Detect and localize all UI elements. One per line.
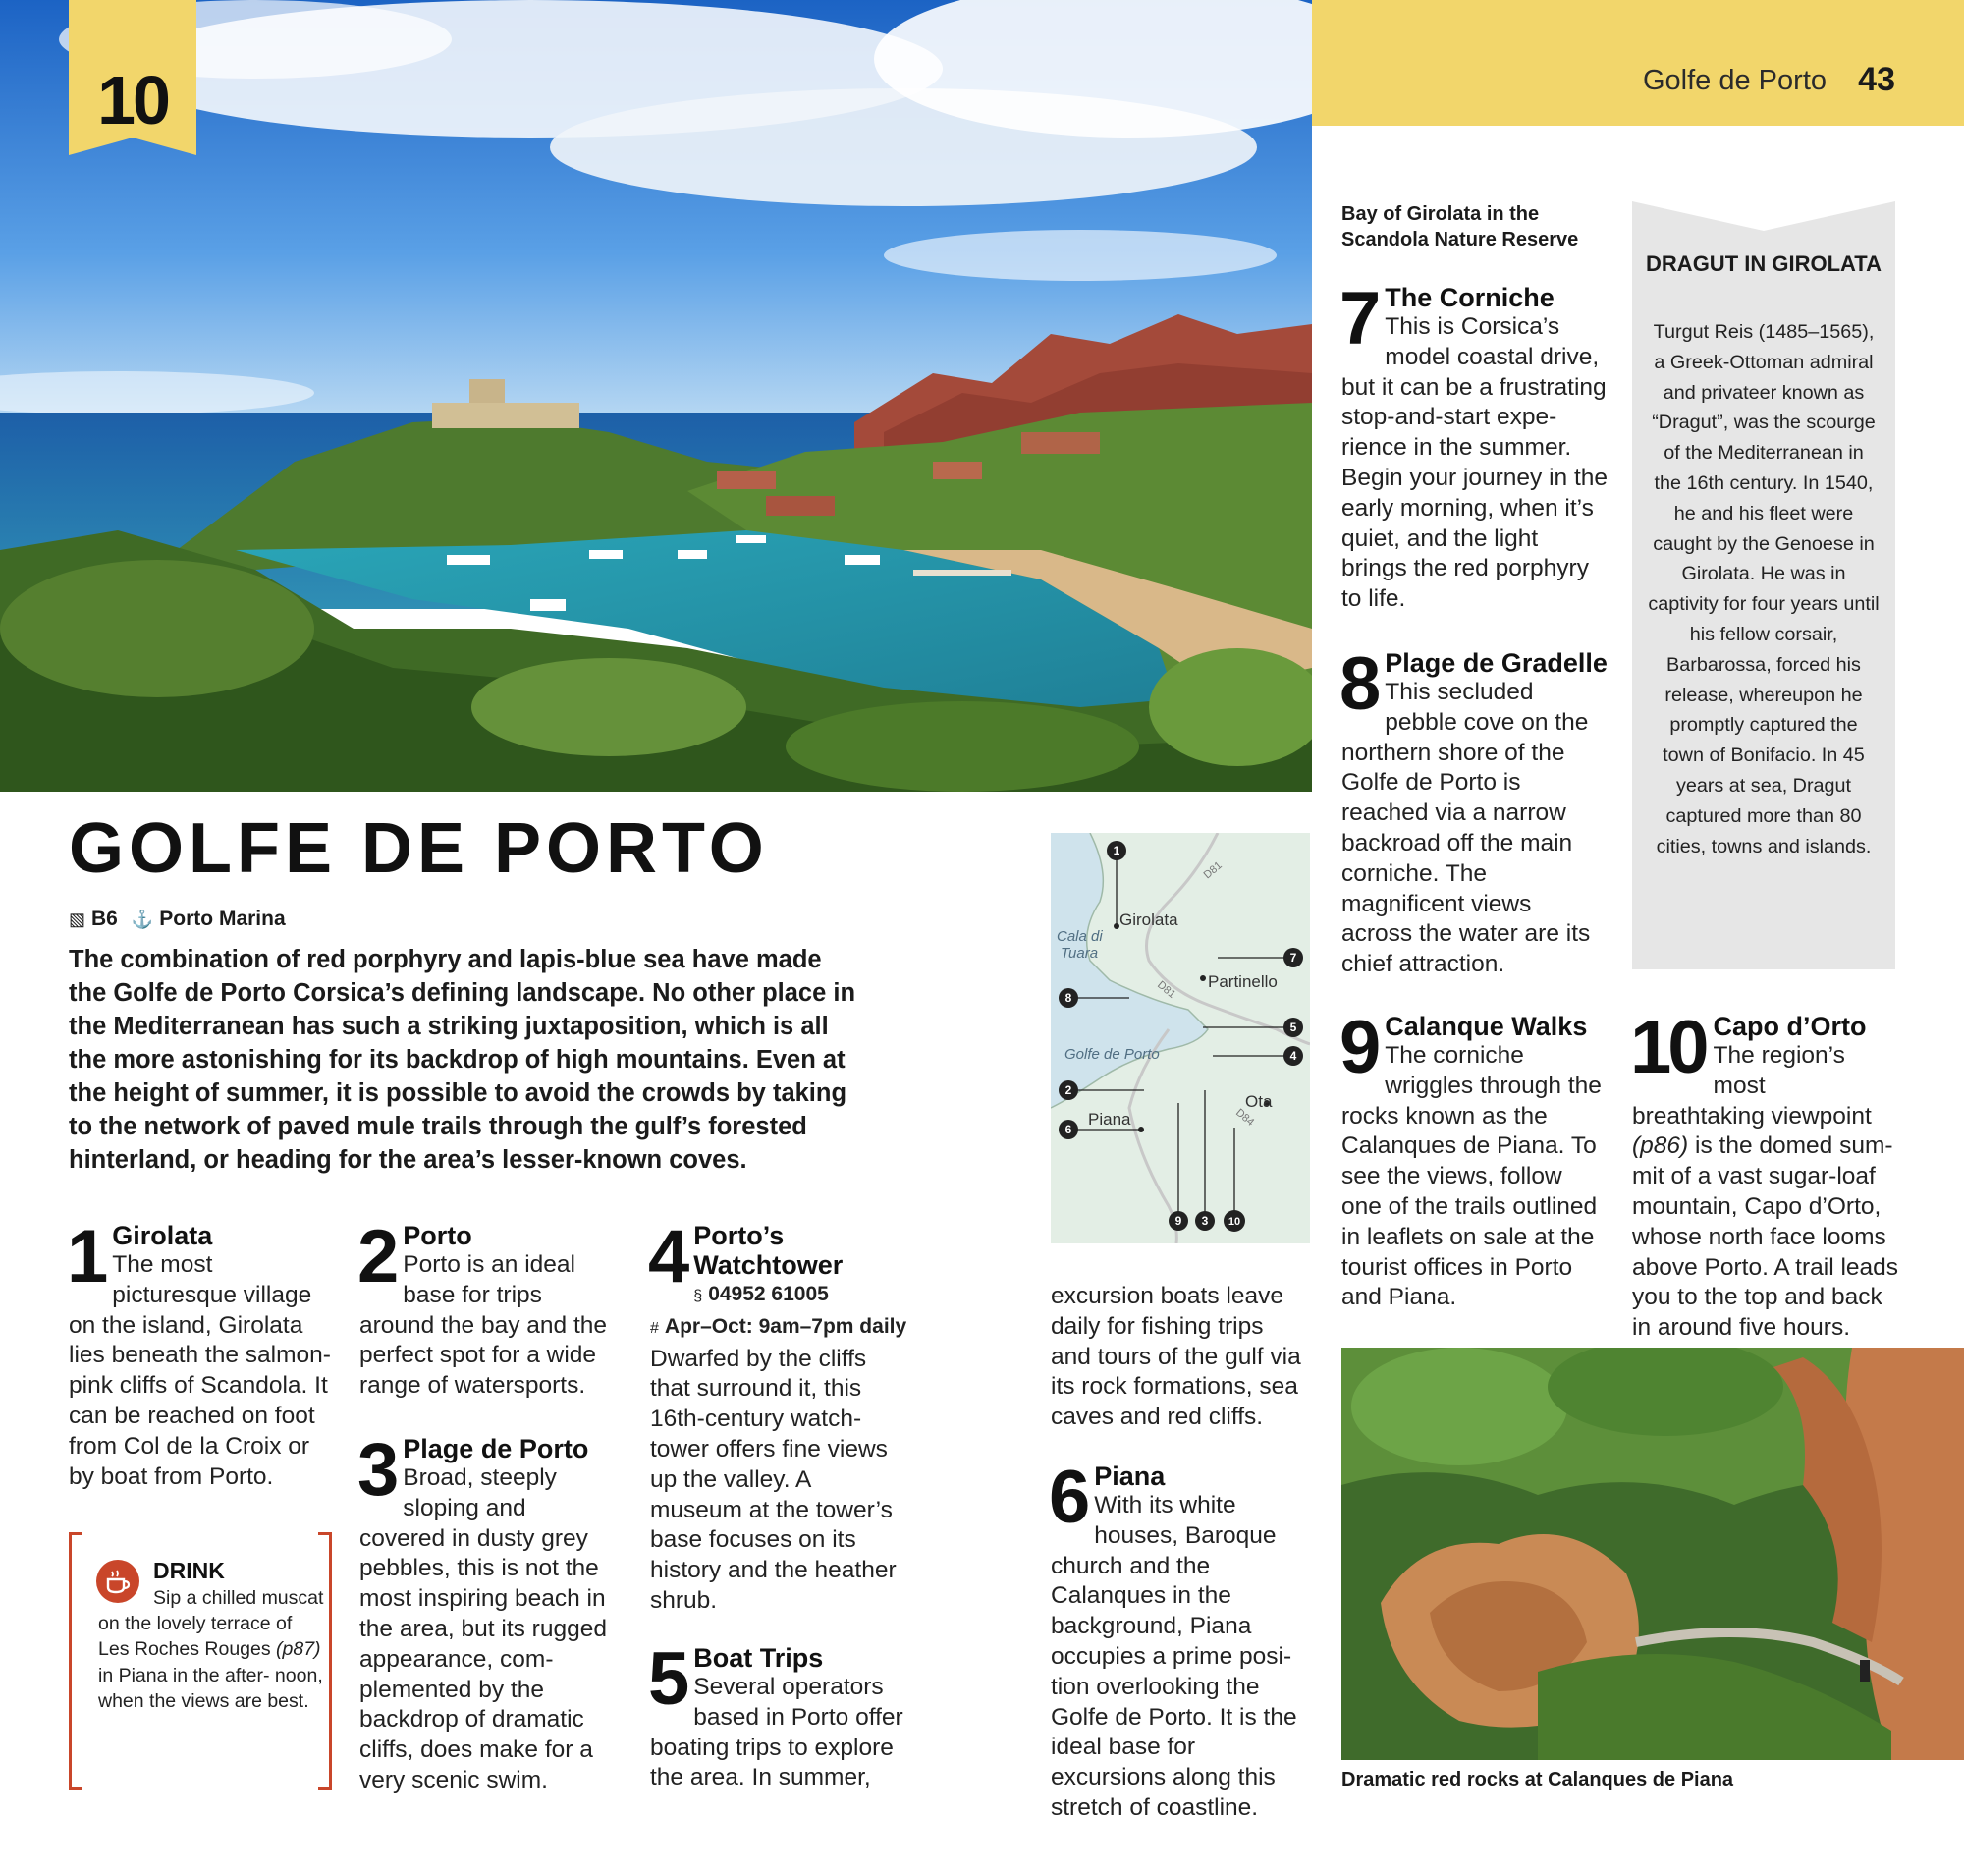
header-band <box>1312 0 1964 126</box>
drink-box <box>69 1532 332 1790</box>
item-title: Porto’s Watchtower <box>693 1221 844 1280</box>
svg-text:1: 1 <box>1113 844 1120 857</box>
map-marker-6 <box>1059 1120 1078 1139</box>
svg-text:3: 3 <box>1201 1214 1209 1228</box>
drink-text-a: Sip a chilled muscat on the lovely terrace of Les Roches Rouges <box>98 1587 324 1661</box>
map-marker-10 <box>1224 1210 1245 1232</box>
item-number: 1 <box>67 1215 105 1298</box>
drink-text-b: in Piana in the after- noon, when the views are best. <box>98 1664 323 1712</box>
map-label-ota: Ota <box>1245 1092 1273 1111</box>
top-ten-number: 10 <box>97 62 168 138</box>
map-marker-1 <box>1107 841 1126 860</box>
item-text: Broad, steeply sloping and covered in dusty grey pebbles, this is not the most inspiring beach in the area, but its rugged appearance, com-plemented by the backdrop of dramatic cliffs, does make for a very scenic swim. <box>359 1464 607 1793</box>
item-2-porto <box>357 1215 617 1402</box>
svg-text:4: 4 <box>1289 1049 1297 1063</box>
item-number: 10 <box>1630 1006 1706 1089</box>
intro-paragraph: The combination of red porphyry and lapis-blue sea have made the Golfe de Porto Corsica’s defining landscape. No other place in the Mediterranean has such a striking juxtaposition, which is all the more astonishing for its backdrop of high mountains. Even at the height of summer, it is possible to avoid the crowds by taking to the network of paved mule trails through the gulf’s forested hinterland, or heading for the area’s lesser-known coves. <box>69 946 856 1174</box>
item-title: Porto <box>403 1221 472 1250</box>
item-text-b: is the domed sum-mit of a vast sugar-loaf mountain, Capo d’Orto, whose north face looms above Porto. A trail leads you to the top and back in around five hours. <box>1632 1132 1899 1342</box>
photo-calanques-de-piana <box>1341 1348 1964 1760</box>
item-page-ref: (p86) <box>1632 1132 1689 1160</box>
phone-line <box>650 1280 907 1312</box>
item-number: 9 <box>1339 1006 1378 1089</box>
phone-icon: § <box>693 1288 703 1304</box>
hours-line <box>650 1312 907 1345</box>
hero-photo-girolata-bay <box>0 0 1312 792</box>
svg-text:9: 9 <box>1174 1214 1182 1228</box>
svg-text:2: 2 <box>1064 1083 1072 1097</box>
item-text: This secluded pebble cove on the northern shore of the Golfe de Porto is reached via a narrow backroad off the main corniche. The magnificent views across the water are its chief attraction. <box>1341 679 1591 978</box>
item-number: 7 <box>1339 277 1378 360</box>
item-text: Dwarfed by the cliffs that surround it, this 16th-century watch-tower offers fine views up the valley. A museum at the tower’s base focuses on its history and the heather shrub. <box>650 1345 897 1614</box>
dragut-sidebar <box>1632 201 1895 969</box>
opening-hours: Apr–Oct: 9am–7pm daily <box>664 1314 907 1338</box>
map-label-partinello: Partinello <box>1208 972 1278 991</box>
bracket-left <box>69 1532 82 1790</box>
item-number: 5 <box>648 1637 686 1721</box>
item-title: Piana <box>1094 1462 1166 1491</box>
svg-text:8: 8 <box>1064 991 1072 1005</box>
map-label-golfe: Golfe de Porto <box>1064 1046 1160 1063</box>
drink-page-ref: (p87) <box>276 1638 321 1661</box>
item-title: Calanque Walks <box>1385 1012 1588 1041</box>
item-title: Capo d’Orto <box>1713 1012 1867 1041</box>
item-text: This is Corsica’s model coastal drive, but it can be a frustrating stop-and-start expe-rience in the summer. Begin your journey in the early morning, when it’s quiet, and the light brings the red porphyry to life. <box>1341 313 1609 613</box>
sidebar-title: DRAGUT IN GIROLATA <box>1646 251 1882 276</box>
drink-text <box>98 1585 326 1714</box>
svg-text:Tuara: Tuara <box>1061 945 1099 962</box>
item-number: 2 <box>357 1215 396 1298</box>
sea-area <box>1051 833 1208 1108</box>
page-title: GOLFE DE PORTO <box>69 809 769 888</box>
area-map <box>1051 833 1310 1243</box>
item-1-girolata <box>67 1215 334 1492</box>
top-ten-badge <box>69 0 196 155</box>
item-5-boat-trips <box>648 1637 907 1793</box>
item-5-continued: excursion boats leave daily for fishing trips and tours of the gulf via its rock formations, sea caves and red cliffs. <box>1051 1283 1301 1431</box>
item-text: Several operators based in Porto offer boating trips to explore the area. In summer, <box>650 1674 903 1792</box>
map-grid-icon: ▧ <box>69 910 86 929</box>
item-number: 6 <box>1049 1456 1087 1539</box>
item-number: 8 <box>1339 642 1378 726</box>
item-text-a: The region’s most breathtaking viewpoint <box>1632 1042 1872 1130</box>
item-9-calanque-walks <box>1339 1006 1609 1313</box>
clock-icon: # <box>650 1319 659 1337</box>
sidebar-text: Turgut Reis (1485–1565), a Greek-Ottoman admiral and privateer known as “Dragut”, was the scourge of the Mediterranean in the 16th century. In 1540, he and his fleet were caught by the Genoese in Girolata. He was in captivity for four years until his fellow corsair, Barbarossa, forced his release, whereupon he promptly captured the town of Bonifacio. In 45 years at sea, Dragut captured more than 80 cities, towns and islands. <box>1648 321 1880 857</box>
map-marker-8 <box>1059 988 1078 1008</box>
map-road-label: D84 <box>1233 1106 1257 1129</box>
svg-text:7: 7 <box>1289 951 1297 965</box>
location-meta <box>69 908 286 931</box>
page-number: 43 <box>1858 61 1895 98</box>
map-marker-9 <box>1169 1211 1188 1231</box>
item-3-plage-de-porto <box>357 1428 617 1796</box>
item-title: Plage de Porto <box>403 1434 589 1463</box>
caption-bottom-photo: Dramatic red rocks at Calanques de Piana <box>1341 1769 1734 1791</box>
map-label-piana: Piana <box>1088 1110 1131 1129</box>
sidebar-notch <box>1632 201 1895 241</box>
map-marker-7 <box>1283 948 1303 967</box>
item-8-plage-de-gradelle <box>1339 642 1609 980</box>
map-marker-4 <box>1283 1046 1303 1066</box>
marina-icon: ⚓ <box>131 910 154 929</box>
map-marker-3 <box>1195 1211 1215 1231</box>
caption-top-photo: Bay of Girolata in the Scandola Nature Reserve <box>1341 203 1579 250</box>
running-head-section: Golfe de Porto <box>1643 65 1827 96</box>
svg-text:5: 5 <box>1289 1021 1297 1034</box>
map-label-cala-di-tuara: Cala di <box>1057 928 1103 945</box>
item-number: 4 <box>648 1215 686 1298</box>
map-road-label: D81 <box>1201 859 1225 882</box>
grid-ref: B6 <box>91 908 118 930</box>
map-marker-5 <box>1283 1018 1303 1037</box>
svg-text:10: 10 <box>1228 1216 1241 1228</box>
item-text: The most picturesque village on the island, Girolata lies beneath the salmon-pink cliffs of Scandola. It can be reached on foot from Col de la Croix or by boat from Porto. <box>69 1251 331 1490</box>
item-number: 3 <box>357 1428 396 1512</box>
item-title: Boat Trips <box>693 1643 824 1673</box>
map-label-girolata: Girolata <box>1119 910 1178 929</box>
drink-title: DRINK <box>153 1558 225 1583</box>
marina-text: Porto Marina <box>159 908 286 930</box>
phone-number: 04952 61005 <box>708 1283 829 1305</box>
item-text: Porto is an ideal base for trips around the bay and the perfect spot for a wide range of watersports. <box>359 1251 608 1400</box>
item-title: Plage de Gradelle <box>1385 648 1608 678</box>
item-10-capo-dorto <box>1630 1006 1899 1344</box>
map-road-label: D81 <box>1155 978 1178 1001</box>
item-7-the-corniche <box>1339 277 1609 615</box>
item-6-piana <box>1049 1456 1308 1824</box>
map-marker-2 <box>1059 1080 1078 1100</box>
item-4-portos-watchtower <box>648 1215 907 1617</box>
item-text: The corniche wriggles through the rocks known as the Calanques de Piana. To see the views, follow one of the trails outlined in leaflets on sale at the tourist offices in Porto and Piana. <box>1341 1042 1602 1311</box>
item-text: With its white houses, Baroque church and the Calanques in the background, Piana occupies a prime posi-tion overlooking the Golfe de Porto. It is the ideal base for excursions along this stretch of coastline. <box>1051 1492 1297 1821</box>
svg-text:6: 6 <box>1064 1123 1072 1136</box>
item-title: Girolata <box>112 1221 213 1250</box>
item-title: The Corniche <box>1385 283 1555 312</box>
